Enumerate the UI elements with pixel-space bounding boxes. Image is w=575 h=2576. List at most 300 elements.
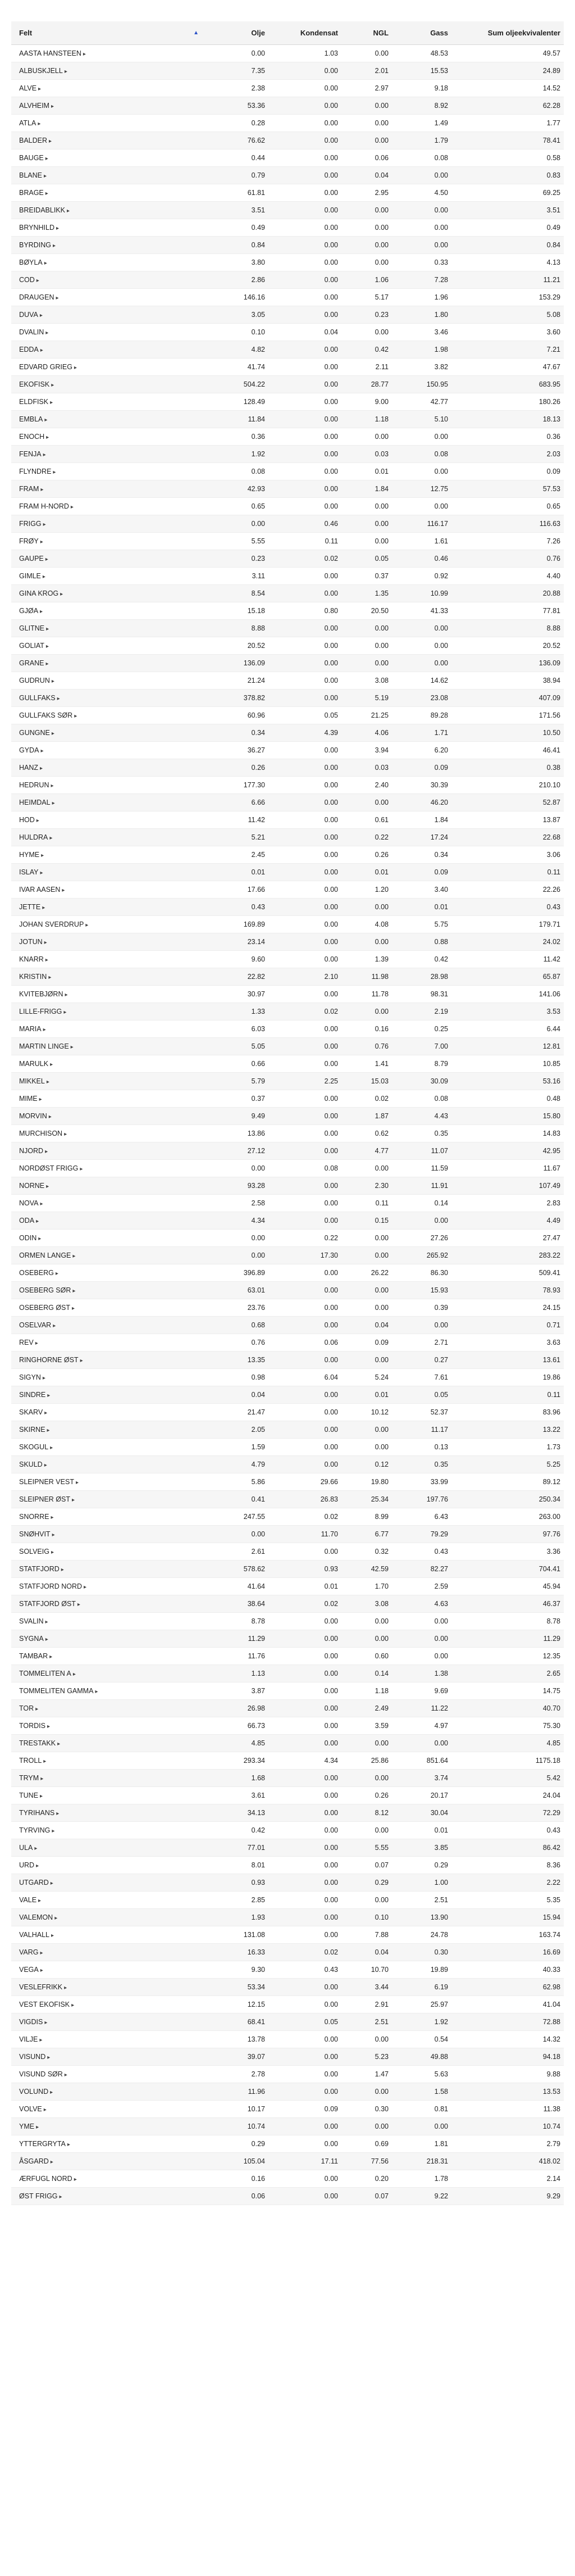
field-link[interactable] bbox=[19, 764, 43, 772]
field-link[interactable] bbox=[19, 1948, 43, 1956]
field-link[interactable] bbox=[19, 154, 48, 162]
field-name: TYRIHANS bbox=[19, 1809, 55, 1817]
field-name: SYGNA bbox=[19, 1635, 44, 1643]
field-link[interactable] bbox=[19, 537, 43, 545]
cell-gass: 1.71 bbox=[392, 724, 451, 742]
cell-sum: 49.57 bbox=[451, 45, 564, 62]
field-link[interactable] bbox=[19, 1112, 52, 1120]
cell-kondensat: 0.00 bbox=[268, 811, 341, 829]
chevron-right-icon: ▸ bbox=[49, 1654, 53, 1660]
cell-kondensat: 0.00 bbox=[268, 219, 341, 237]
field-link[interactable] bbox=[19, 1321, 56, 1329]
field-link[interactable] bbox=[19, 2175, 77, 2183]
cell-olje: 30.97 bbox=[202, 986, 268, 1003]
cell-ngl: 0.00 bbox=[341, 1160, 392, 1177]
cell-sum: 11.38 bbox=[451, 2101, 564, 2118]
cell-kondensat: 0.00 bbox=[268, 393, 341, 411]
field-link[interactable] bbox=[19, 938, 47, 946]
table-row bbox=[11, 1752, 564, 1770]
field-link[interactable] bbox=[19, 1199, 43, 1207]
cell-gass: 2.59 bbox=[392, 1578, 451, 1595]
field-link[interactable] bbox=[19, 189, 48, 197]
cell-gass: 2.71 bbox=[392, 1334, 451, 1352]
field-name: GINA KROG bbox=[19, 589, 59, 597]
cell-felt bbox=[11, 1804, 202, 1822]
field-name: EKOFISK bbox=[19, 380, 50, 388]
field-name: ALBUSKJELL bbox=[19, 67, 63, 75]
field-link[interactable] bbox=[19, 258, 47, 266]
cell-gass: 1.81 bbox=[392, 2135, 451, 2153]
cell-ngl: 0.60 bbox=[341, 1648, 392, 1665]
field-link[interactable] bbox=[19, 1130, 67, 1137]
field-link[interactable] bbox=[19, 729, 54, 737]
cell-ngl: 1.41 bbox=[341, 1055, 392, 1073]
cell-sum: 0.76 bbox=[451, 550, 564, 568]
field-link[interactable] bbox=[19, 415, 47, 423]
table-row bbox=[11, 219, 564, 237]
cell-gass: 0.00 bbox=[392, 2118, 451, 2135]
field-link[interactable] bbox=[19, 1304, 75, 1312]
field-link[interactable] bbox=[19, 694, 60, 702]
cell-kondensat: 0.00 bbox=[268, 202, 341, 219]
cell-kondensat: 4.34 bbox=[268, 1752, 341, 1770]
cell-gass: 11.59 bbox=[392, 1160, 451, 1177]
cell-felt bbox=[11, 254, 202, 271]
field-link[interactable] bbox=[19, 642, 49, 650]
cell-sum: 2.83 bbox=[451, 1195, 564, 1212]
table-row bbox=[11, 1352, 564, 1369]
cell-gass: 0.39 bbox=[392, 1299, 451, 1317]
field-name: GRANE bbox=[19, 659, 44, 667]
cell-felt bbox=[11, 1177, 202, 1195]
chevron-right-icon: ▸ bbox=[45, 1619, 48, 1625]
field-name: MURCHISON bbox=[19, 1130, 63, 1137]
field-link[interactable] bbox=[19, 363, 77, 371]
field-link[interactable] bbox=[19, 1042, 74, 1050]
cell-olje: 0.43 bbox=[202, 899, 268, 916]
field-link[interactable] bbox=[19, 2140, 70, 2148]
cell-olje: 7.35 bbox=[202, 62, 268, 80]
chevron-right-icon: ▸ bbox=[64, 2072, 67, 2078]
field-link[interactable] bbox=[19, 1008, 66, 1015]
cell-gass: 0.00 bbox=[392, 1735, 451, 1752]
cell-olje: 15.18 bbox=[202, 602, 268, 620]
chevron-right-icon: ▸ bbox=[40, 539, 43, 545]
field-link[interactable] bbox=[19, 67, 67, 75]
field-link[interactable] bbox=[19, 1077, 49, 1085]
field-link[interactable] bbox=[19, 2001, 74, 2008]
cell-kondensat: 0.00 bbox=[268, 1212, 341, 1230]
field-link[interactable] bbox=[19, 1478, 79, 1486]
field-link[interactable] bbox=[19, 607, 43, 615]
cell-sum: 8.78 bbox=[451, 1613, 564, 1630]
field-link[interactable] bbox=[19, 433, 49, 441]
field-link[interactable] bbox=[19, 868, 43, 876]
table-row bbox=[11, 1473, 564, 1491]
field-link[interactable] bbox=[19, 1095, 42, 1103]
field-link[interactable] bbox=[19, 851, 44, 859]
cell-gass: 0.27 bbox=[392, 1352, 451, 1369]
field-name: DRAUGEN bbox=[19, 293, 54, 301]
field-link[interactable] bbox=[19, 1495, 75, 1503]
field-link[interactable] bbox=[19, 241, 56, 249]
field-link[interactable] bbox=[19, 1670, 76, 1677]
cell-gass: 0.00 bbox=[392, 167, 451, 184]
cell-sum: 20.52 bbox=[451, 637, 564, 655]
field-link[interactable] bbox=[19, 677, 54, 684]
cell-gass: 0.88 bbox=[392, 933, 451, 951]
cell-felt bbox=[11, 1857, 202, 1874]
cell-sum: 3.53 bbox=[451, 1003, 564, 1021]
field-link[interactable] bbox=[19, 380, 54, 388]
field-link[interactable] bbox=[19, 1530, 55, 1538]
cell-felt bbox=[11, 1108, 202, 1125]
cell-ngl: 0.10 bbox=[341, 1909, 392, 1926]
sort-up-icon[interactable]: ▲ bbox=[193, 30, 199, 36]
field-name: ODA bbox=[19, 1217, 35, 1224]
field-name: BALDER bbox=[19, 137, 48, 144]
cell-ngl: 0.00 bbox=[341, 254, 392, 271]
cell-ngl: 11.98 bbox=[341, 968, 392, 986]
cell-felt bbox=[11, 1630, 202, 1648]
field-link[interactable] bbox=[19, 328, 48, 336]
field-link[interactable] bbox=[19, 1582, 86, 1590]
cell-ngl: 2.11 bbox=[341, 359, 392, 376]
cell-ngl: 0.00 bbox=[341, 115, 392, 132]
cell-kondensat: 0.00 bbox=[268, 271, 341, 289]
field-link[interactable] bbox=[19, 1809, 59, 1817]
cell-olje: 3.80 bbox=[202, 254, 268, 271]
cell-gass: 0.08 bbox=[392, 1090, 451, 1108]
field-link[interactable] bbox=[19, 346, 43, 353]
field-link[interactable] bbox=[19, 137, 52, 144]
cell-sum: 78.93 bbox=[451, 1282, 564, 1299]
field-name: ÆRFUGL NORD bbox=[19, 2175, 72, 2183]
field-link[interactable] bbox=[19, 1164, 83, 1172]
field-link[interactable] bbox=[19, 659, 48, 667]
cell-gass: 25.97 bbox=[392, 1996, 451, 2013]
field-link[interactable] bbox=[19, 1704, 38, 1712]
field-name: BRAGE bbox=[19, 189, 44, 197]
cell-kondensat: 0.00 bbox=[268, 1787, 341, 1804]
chevron-right-icon: ▸ bbox=[38, 86, 42, 92]
field-link[interactable] bbox=[19, 1844, 37, 1852]
field-link[interactable] bbox=[19, 799, 55, 806]
column-header-kondensat[interactable]: Kondensat bbox=[268, 21, 341, 45]
cell-sum: 12.81 bbox=[451, 1038, 564, 1055]
chevron-right-icon: ▸ bbox=[74, 365, 77, 371]
cell-sum: 5.35 bbox=[451, 1892, 564, 1909]
cell-sum: 24.15 bbox=[451, 1299, 564, 1317]
field-link[interactable] bbox=[19, 1513, 54, 1521]
field-link[interactable] bbox=[19, 311, 43, 319]
cell-ngl: 0.00 bbox=[341, 533, 392, 550]
field-link[interactable] bbox=[19, 886, 65, 894]
field-link[interactable] bbox=[19, 1408, 47, 1416]
column-header-olje[interactable]: Olje bbox=[202, 21, 268, 45]
field-link[interactable] bbox=[19, 1757, 46, 1765]
field-link[interactable] bbox=[19, 1792, 43, 1799]
cell-gass: 0.00 bbox=[392, 463, 451, 480]
chevron-right-icon: ▸ bbox=[36, 818, 39, 824]
field-link[interactable] bbox=[19, 49, 86, 57]
cell-gass: 0.54 bbox=[392, 2031, 451, 2048]
field-link[interactable] bbox=[19, 1391, 50, 1399]
field-link[interactable] bbox=[19, 206, 70, 214]
cell-olje: 136.09 bbox=[202, 655, 268, 672]
chevron-right-icon: ▸ bbox=[50, 1880, 53, 1886]
table-row bbox=[11, 829, 564, 846]
table-row bbox=[11, 933, 564, 951]
cell-felt bbox=[11, 2101, 202, 2118]
cell-gass: 30.09 bbox=[392, 1073, 451, 1090]
cell-felt bbox=[11, 1317, 202, 1334]
cell-kondensat: 0.05 bbox=[268, 2013, 341, 2031]
field-link[interactable] bbox=[19, 1251, 75, 1259]
field-name: HEIMDAL bbox=[19, 799, 51, 806]
field-link[interactable] bbox=[19, 171, 47, 179]
cell-ngl: 0.00 bbox=[341, 498, 392, 515]
field-link[interactable] bbox=[19, 1356, 83, 1364]
chevron-right-icon: ▸ bbox=[64, 1985, 67, 1991]
field-link[interactable] bbox=[19, 1217, 39, 1224]
cell-gass: 265.92 bbox=[392, 1247, 451, 1264]
field-link[interactable] bbox=[19, 2018, 47, 2026]
cell-kondensat: 0.00 bbox=[268, 463, 341, 480]
field-link[interactable] bbox=[19, 1461, 47, 1468]
field-link[interactable] bbox=[19, 84, 41, 92]
field-link[interactable] bbox=[19, 1931, 54, 1939]
cell-kondensat: 0.00 bbox=[268, 1282, 341, 1299]
field-link[interactable] bbox=[19, 1966, 43, 1974]
field-link[interactable] bbox=[19, 1426, 50, 1434]
field-name: SOLVEIG bbox=[19, 1548, 49, 1555]
cell-olje: 378.82 bbox=[202, 690, 268, 707]
field-link[interactable] bbox=[19, 468, 56, 475]
field-link[interactable] bbox=[19, 1548, 54, 1555]
field-name: MARULK bbox=[19, 1060, 49, 1068]
cell-kondensat: 0.00 bbox=[268, 1404, 341, 1421]
table-row bbox=[11, 602, 564, 620]
table-row bbox=[11, 324, 564, 341]
field-link[interactable] bbox=[19, 1617, 48, 1625]
field-link[interactable] bbox=[19, 1182, 49, 1190]
cell-felt bbox=[11, 45, 202, 62]
field-link[interactable] bbox=[19, 833, 52, 841]
cell-ngl: 1.39 bbox=[341, 951, 392, 968]
cell-olje: 128.49 bbox=[202, 393, 268, 411]
field-link[interactable] bbox=[19, 1060, 53, 1068]
cell-sum: 1175.18 bbox=[451, 1752, 564, 1770]
field-name: NORDØST FRIGG bbox=[19, 1164, 79, 1172]
cell-felt bbox=[11, 864, 202, 881]
cell-gass: 1.92 bbox=[392, 2013, 451, 2031]
field-link[interactable] bbox=[19, 2105, 47, 2113]
cell-gass: 0.25 bbox=[392, 1021, 451, 1038]
cell-sum: 14.75 bbox=[451, 1682, 564, 1700]
cell-ngl: 1.84 bbox=[341, 480, 392, 498]
field-link[interactable] bbox=[19, 1861, 39, 1869]
field-link[interactable] bbox=[19, 572, 45, 580]
cell-olje: 0.04 bbox=[202, 1386, 268, 1404]
field-link[interactable] bbox=[19, 555, 48, 563]
cell-ngl: 0.09 bbox=[341, 1334, 392, 1352]
field-link[interactable] bbox=[19, 1896, 41, 1904]
field-link[interactable] bbox=[19, 276, 39, 284]
column-header-gass[interactable]: Gass bbox=[392, 21, 451, 45]
field-link[interactable] bbox=[19, 2157, 53, 2165]
cell-gass: 24.78 bbox=[392, 1926, 451, 1944]
field-name: BREIDABLIKK bbox=[19, 206, 65, 214]
table-row bbox=[11, 202, 564, 219]
field-link[interactable] bbox=[19, 520, 46, 528]
field-link[interactable] bbox=[19, 450, 46, 458]
cell-sum: 46.37 bbox=[451, 1595, 564, 1613]
field-link[interactable] bbox=[19, 816, 39, 824]
table-row bbox=[11, 167, 564, 184]
table-row bbox=[11, 1125, 564, 1142]
cell-felt bbox=[11, 1021, 202, 1038]
field-link[interactable] bbox=[19, 398, 53, 406]
field-link[interactable] bbox=[19, 1025, 46, 1033]
cell-olje: 11.42 bbox=[202, 811, 268, 829]
cell-kondensat: 0.02 bbox=[268, 550, 341, 568]
field-link[interactable] bbox=[19, 1286, 75, 1294]
cell-kondensat: 0.00 bbox=[268, 1142, 341, 1160]
cell-olje: 0.44 bbox=[202, 149, 268, 167]
field-link[interactable] bbox=[19, 1739, 60, 1747]
chevron-right-icon: ▸ bbox=[46, 1079, 49, 1085]
table-row bbox=[11, 97, 564, 115]
cell-olje: 36.27 bbox=[202, 742, 268, 759]
cell-gass: 0.30 bbox=[392, 1944, 451, 1961]
field-link[interactable] bbox=[19, 2088, 53, 2096]
field-link[interactable] bbox=[19, 293, 59, 301]
field-link[interactable] bbox=[19, 1339, 38, 1346]
field-link[interactable] bbox=[19, 990, 68, 998]
chevron-right-icon: ▸ bbox=[36, 2124, 39, 2130]
cell-felt bbox=[11, 1264, 202, 1282]
cell-felt bbox=[11, 1735, 202, 1752]
field-link[interactable] bbox=[19, 973, 51, 981]
cell-ngl: 2.91 bbox=[341, 1996, 392, 2013]
field-link[interactable] bbox=[19, 746, 43, 754]
field-name: YTTERGRYTA bbox=[19, 2140, 66, 2148]
table-row bbox=[11, 1700, 564, 1717]
column-header-sum[interactable]: Sum oljeekvivalenter bbox=[451, 21, 564, 45]
cell-olje: 6.03 bbox=[202, 1021, 268, 1038]
chevron-right-icon: ▸ bbox=[44, 1410, 48, 1416]
cell-felt bbox=[11, 1700, 202, 1717]
field-link[interactable] bbox=[19, 119, 40, 127]
table-row bbox=[11, 1247, 564, 1264]
field-name: ORMEN LANGE bbox=[19, 1251, 71, 1259]
field-name: STATFJORD ØST bbox=[19, 1600, 76, 1608]
field-link[interactable] bbox=[19, 955, 48, 963]
cell-felt bbox=[11, 1369, 202, 1386]
cell-sum: 7.21 bbox=[451, 341, 564, 359]
field-link[interactable] bbox=[19, 1774, 43, 1782]
field-link[interactable] bbox=[19, 2053, 50, 2061]
field-link[interactable] bbox=[19, 711, 77, 719]
cell-felt bbox=[11, 777, 202, 794]
cell-ngl: 1.18 bbox=[341, 411, 392, 428]
field-link[interactable] bbox=[19, 1147, 48, 1155]
cell-olje: 0.98 bbox=[202, 1369, 268, 1386]
field-name: URD bbox=[19, 1861, 35, 1869]
cell-kondensat: 0.00 bbox=[268, 376, 341, 393]
field-link[interactable] bbox=[19, 102, 54, 110]
field-link[interactable] bbox=[19, 1373, 45, 1381]
field-link[interactable] bbox=[19, 485, 43, 493]
cell-olje: 3.87 bbox=[202, 1682, 268, 1700]
cell-sum: 0.43 bbox=[451, 1822, 564, 1839]
field-link[interactable] bbox=[19, 2192, 62, 2200]
cell-olje: 0.28 bbox=[202, 115, 268, 132]
field-link[interactable] bbox=[19, 1879, 53, 1886]
cell-olje: 2.78 bbox=[202, 2066, 268, 2083]
cell-kondensat: 0.00 bbox=[268, 1874, 341, 1892]
cell-sum: 83.96 bbox=[451, 1404, 564, 1421]
field-link[interactable] bbox=[19, 1635, 48, 1643]
cell-sum: 704.41 bbox=[451, 1561, 564, 1578]
field-link[interactable] bbox=[19, 1826, 54, 1834]
field-link[interactable] bbox=[19, 1687, 98, 1695]
cell-felt bbox=[11, 1996, 202, 2013]
field-link[interactable] bbox=[19, 2070, 67, 2078]
field-name: EMBLA bbox=[19, 415, 43, 423]
field-link[interactable] bbox=[19, 624, 49, 632]
chevron-right-icon: ▸ bbox=[40, 1950, 43, 1956]
cell-sum: 89.12 bbox=[451, 1473, 564, 1491]
column-header-felt[interactable] bbox=[11, 21, 202, 45]
field-link[interactable] bbox=[19, 1565, 64, 1573]
field-link[interactable] bbox=[19, 224, 59, 232]
field-link[interactable] bbox=[19, 781, 54, 789]
column-header-ngl[interactable]: NGL bbox=[341, 21, 392, 45]
field-link[interactable] bbox=[19, 903, 45, 911]
chevron-right-icon: ▸ bbox=[51, 1933, 54, 1939]
field-link[interactable] bbox=[19, 1983, 67, 1991]
table-row bbox=[11, 986, 564, 1003]
field-link[interactable] bbox=[19, 1443, 53, 1451]
table-row bbox=[11, 951, 564, 968]
field-link[interactable] bbox=[19, 1269, 58, 1277]
table-row bbox=[11, 1108, 564, 1125]
cell-ngl: 5.24 bbox=[341, 1369, 392, 1386]
field-link[interactable] bbox=[19, 1600, 80, 1608]
cell-kondensat: 0.00 bbox=[268, 1926, 341, 1944]
field-link[interactable] bbox=[19, 920, 88, 928]
cell-kondensat: 0.09 bbox=[268, 2101, 341, 2118]
cell-kondensat: 0.11 bbox=[268, 533, 341, 550]
field-link[interactable] bbox=[19, 589, 63, 597]
cell-felt bbox=[11, 1822, 202, 1839]
field-link[interactable] bbox=[19, 502, 74, 510]
field-link[interactable] bbox=[19, 1722, 50, 1730]
field-link[interactable] bbox=[19, 1913, 57, 1921]
field-link[interactable] bbox=[19, 2035, 42, 2043]
table-row bbox=[11, 1177, 564, 1195]
cell-kondensat: 0.02 bbox=[268, 1944, 341, 1961]
field-link[interactable] bbox=[19, 1234, 41, 1242]
cell-gass: 2.51 bbox=[392, 1892, 451, 1909]
cell-kondensat: 0.00 bbox=[268, 498, 341, 515]
field-link[interactable] bbox=[19, 1652, 52, 1660]
chevron-right-icon: ▸ bbox=[42, 1375, 45, 1381]
field-link[interactable] bbox=[19, 2123, 39, 2130]
chevron-right-icon: ▸ bbox=[46, 626, 49, 632]
